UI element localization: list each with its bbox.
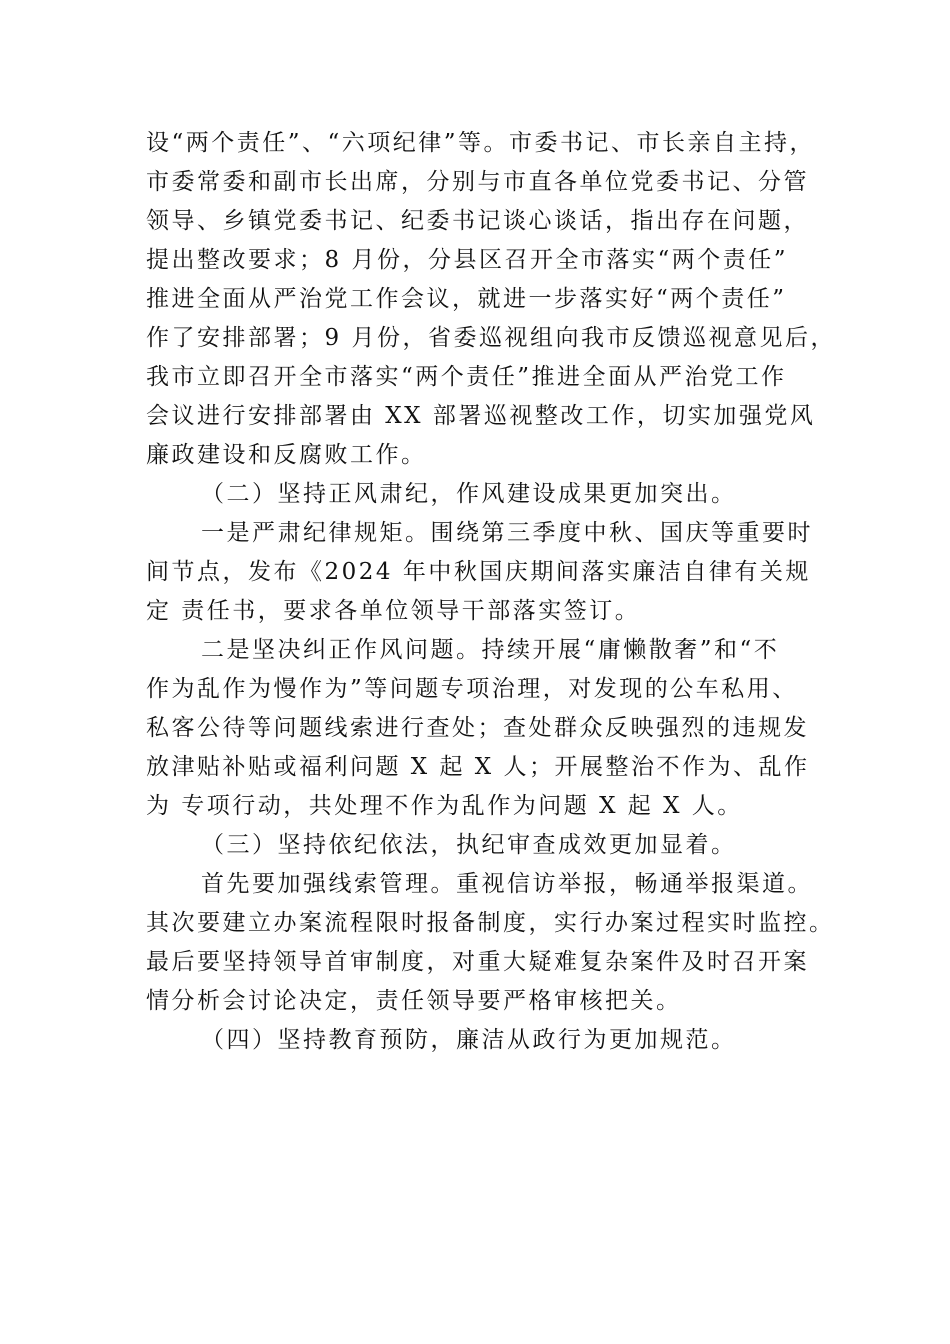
text-line: 提出整改要求；8 月份，分县区召开全市落实“两个责任” bbox=[146, 247, 788, 273]
text-line: 私客公待等问题线索进行查处；查处群众反映强烈的违规发 bbox=[146, 715, 809, 741]
text-line: 会议进行安排部署由 XX 部署巡视整改工作，切实加强党风 bbox=[146, 403, 816, 429]
text-line: 推进全面从严治党工作会议，就进一步落实好“两个责任” bbox=[146, 286, 787, 312]
text-line: 领导、乡镇党委书记、纪委书记谈心谈话，指出存在问题， bbox=[146, 208, 809, 234]
paragraph-work-style bbox=[146, 631, 836, 826]
text-line: 市委常委和副市长出席，分别与市直各单位党委书记、分管 bbox=[146, 169, 809, 195]
section-heading-3 bbox=[146, 826, 836, 865]
paragraph-discipline-rules bbox=[146, 514, 836, 631]
text-line: 作为乱作为慢作为”等问题专项治理，对发现的公车私用、 bbox=[146, 676, 798, 702]
heading-line: （二）坚持正风肃纪，作风建设成果更加突出。 bbox=[201, 481, 737, 507]
section-heading-4 bbox=[146, 1021, 836, 1060]
text-line: 一是严肃纪律规矩。围绕第三季度中秋、国庆等重要时 bbox=[201, 520, 813, 546]
heading-line: （四）坚持教育预防，廉洁从政行为更加规范。 bbox=[201, 1027, 737, 1053]
text-line: 作了安排部署；9 月份，省委巡视组向我市反馈巡视意见后， bbox=[146, 325, 836, 351]
heading-line: （三）坚持依纪依法，执纪审查成效更加显着。 bbox=[201, 832, 737, 858]
text-line: 我市立即召开全市落实“两个责任”推进全面从严治党工作 bbox=[146, 364, 787, 390]
section-heading-2 bbox=[146, 475, 836, 514]
text-line: 放津贴补贴或福利问题 X 起 X 人；开展整治不作为、乱作 bbox=[146, 754, 810, 780]
text-line: 廉政建设和反腐败工作。 bbox=[146, 442, 427, 468]
text-line: 其次要建立办案流程限时报备制度，实行办案过程实时监控。 bbox=[146, 910, 835, 936]
text-line: 二是坚决纠正作风问题。持续开展“庸懒散奢”和“不 bbox=[201, 637, 780, 663]
paragraph-case-management bbox=[146, 865, 836, 1021]
text-line: 首先要加强线索管理。重视信访举报，畅通举报渠道。 bbox=[201, 871, 813, 897]
text-line: 设“两个责任”、“六项纪律”等。市委书记、市长亲自主持， bbox=[146, 130, 816, 156]
document-body bbox=[146, 124, 836, 1060]
text-line: 最后要坚持领导首审制度，对重大疑难复杂案件及时召开案 bbox=[146, 949, 809, 975]
text-line: 定 责任书，要求各单位领导干部落实签订。 bbox=[146, 598, 641, 624]
text-line: 情分析会讨论决定，责任领导要严格审核把关。 bbox=[146, 988, 682, 1014]
text-line: 为 专项行动，共处理不作为乱作为问题 X 起 X 人。 bbox=[146, 793, 743, 819]
text-line: 间节点，发布《2024 年中秋国庆期间落实廉洁自律有关规 bbox=[146, 559, 811, 585]
paragraph-party-responsibility-continued bbox=[146, 124, 836, 475]
